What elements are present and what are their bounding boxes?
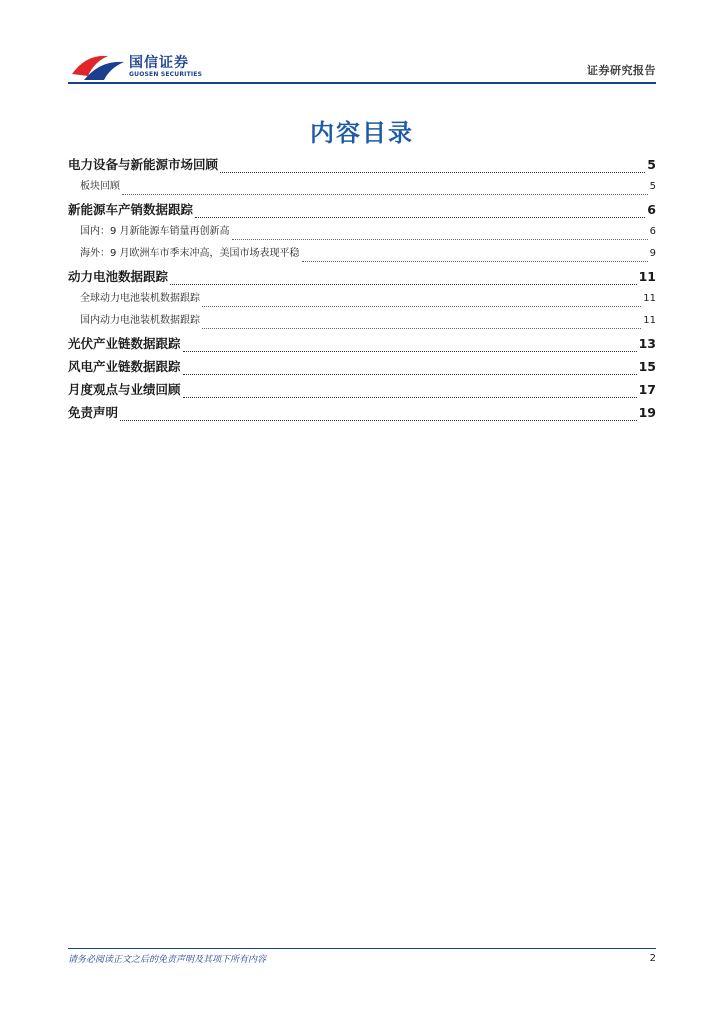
table-of-contents	[68, 153, 656, 424]
toc-entry-section[interactable]	[68, 332, 656, 355]
toc-entry-page: 15	[638, 359, 656, 374]
toc-dot-leader	[202, 305, 641, 307]
toc-dot-leader	[183, 373, 637, 375]
toc-entry-label: 光伏产业链数据跟踪	[68, 336, 181, 351]
toc-entry-label: 国内：9 月新能源车销量再创新高	[80, 226, 230, 237]
logo-english-name: GUOSEN SECURITIES	[129, 71, 203, 78]
toc-entry-label: 免责声明	[68, 405, 119, 420]
toc-entry-page: 13	[638, 336, 656, 351]
toc-entry-label: 月度观点与业绩回顾	[68, 382, 181, 397]
toc-dot-leader	[120, 419, 637, 421]
toc-entry-section[interactable]	[68, 153, 656, 176]
toc-dot-leader	[183, 350, 637, 352]
toc-entry-subsection[interactable]	[68, 243, 656, 265]
toc-entry-section[interactable]	[68, 198, 656, 221]
toc-entry-section[interactable]	[68, 378, 656, 401]
toc-dot-leader	[232, 238, 648, 240]
page-header	[68, 50, 656, 86]
toc-entry-page: 11	[643, 293, 656, 304]
toc-entry-label: 板块回顾	[80, 181, 120, 192]
toc-dot-leader	[170, 283, 637, 285]
toc-entry-subsection[interactable]	[68, 176, 656, 198]
toc-dot-leader	[183, 396, 637, 398]
footer-disclaimer: 请务必阅读正文之后的免责声明及其项下所有内容	[68, 955, 267, 965]
toc-entry-label: 海外：9 月欧洲车市季末冲高，美国市场表现平稳	[80, 248, 300, 259]
toc-entry-page: 19	[638, 405, 656, 420]
toc-entry-page: 6	[647, 202, 656, 217]
toc-entry-subsection[interactable]	[68, 221, 656, 243]
company-logo	[70, 50, 203, 84]
page-title: 内容目录	[310, 119, 414, 147]
toc-entry-page: 5	[649, 181, 656, 192]
footer-divider	[68, 948, 656, 949]
toc-entry-page: 17	[638, 382, 656, 397]
toc-entry-page: 9	[649, 248, 656, 259]
toc-entry-page: 5	[647, 157, 656, 172]
toc-entry-section[interactable]	[68, 401, 656, 424]
toc-entry-label: 全球动力电池装机数据跟踪	[80, 293, 200, 304]
toc-dot-leader	[220, 171, 645, 173]
toc-entry-label: 新能源车产销数据跟踪	[68, 202, 194, 217]
toc-entry-section[interactable]	[68, 265, 656, 288]
logo-chinese-name: 国信证券	[129, 55, 189, 71]
page-number: 2	[649, 953, 656, 964]
toc-entry-subsection[interactable]	[68, 288, 656, 310]
toc-dot-leader	[302, 260, 648, 262]
toc-entry-label: 电力设备与新能源市场回顾	[68, 157, 219, 172]
toc-entry-page: 6	[649, 226, 656, 237]
toc-dot-leader	[195, 216, 645, 218]
logo-mark-icon	[70, 52, 126, 82]
toc-entry-label: 动力电池数据跟踪	[68, 269, 169, 284]
toc-entry-section[interactable]	[68, 355, 656, 378]
toc-entry-label: 风电产业链数据跟踪	[68, 359, 181, 374]
toc-dot-leader	[202, 327, 641, 329]
toc-entry-subsection[interactable]	[68, 310, 656, 332]
toc-dot-leader	[122, 193, 648, 195]
toc-entry-label: 国内动力电池装机数据跟踪	[80, 315, 200, 326]
header-divider	[68, 82, 656, 84]
toc-entry-page: 11	[643, 315, 656, 326]
toc-entry-page: 11	[638, 269, 656, 284]
report-type-label: 证券研究报告	[587, 64, 656, 77]
